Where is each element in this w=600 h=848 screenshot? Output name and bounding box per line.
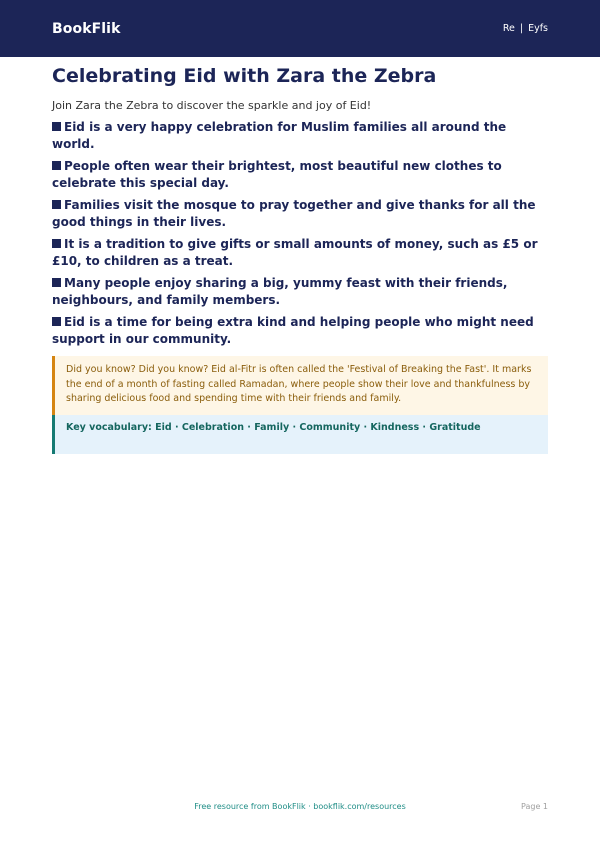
page-header	[0, 0, 600, 57]
main-content	[52, 63, 548, 454]
list-item-text: It is a tradition to give gifts or small amounts of money, such as £5 or £10, to children as a treat.	[52, 237, 538, 268]
list-item	[52, 236, 548, 270]
bullet-square-icon	[52, 161, 61, 170]
list-item-text: Eid is a very happy celebration for Muslim families all around the world.	[52, 120, 507, 151]
bullet-square-icon	[52, 317, 61, 326]
bullet-square-icon	[52, 122, 61, 131]
list-item	[52, 197, 548, 231]
level-label: Eyfs	[528, 23, 548, 34]
did-you-know-callout: Did you know? Did you know? Eid al-Fitr is often called the 'Festival of Breaking the Fast'. It marks the end of a month of fasting called Ramadan, where people show their love and thankfulness by sharing delicious food and spending time with their friends and family.	[52, 356, 548, 415]
list-item-text: Many people enjoy sharing a big, yummy feast with their friends, neighbours, and family members.	[52, 276, 508, 307]
brand-name: BookFlik	[52, 20, 121, 37]
fact-list	[52, 119, 548, 348]
bullet-square-icon	[52, 239, 61, 248]
footer-source-link[interactable]: Free resource from BookFlik · bookflik.com/resources	[194, 802, 406, 811]
key-vocabulary-callout: Key vocabulary: Eid · Celebration · Family · Community · Kindness · Gratitude	[52, 415, 548, 454]
intro-text: Join Zara the Zebra to discover the sparkle and joy of Eid!	[52, 99, 372, 112]
list-item-text: Families visit the mosque to pray together and give thanks for all the good things in their lives.	[52, 198, 536, 229]
bullet-square-icon	[52, 200, 61, 209]
list-item	[52, 119, 548, 153]
page-footer	[52, 802, 548, 814]
list-item	[52, 275, 548, 309]
list-item-text: People often wear their brightest, most beautiful new clothes to celebrate this special day.	[52, 159, 502, 190]
page-title: Celebrating Eid with Zara the Zebra	[52, 65, 437, 87]
bullet-square-icon	[52, 278, 61, 287]
page-number: Page 1	[521, 802, 548, 811]
meta-separator: |	[519, 23, 524, 34]
header-meta	[503, 23, 548, 34]
list-item	[52, 314, 548, 348]
subject-label: Re	[502, 23, 515, 34]
list-item	[52, 158, 548, 192]
list-item-text: Eid is a time for being extra kind and helping people who might need support in our community.	[52, 315, 534, 346]
